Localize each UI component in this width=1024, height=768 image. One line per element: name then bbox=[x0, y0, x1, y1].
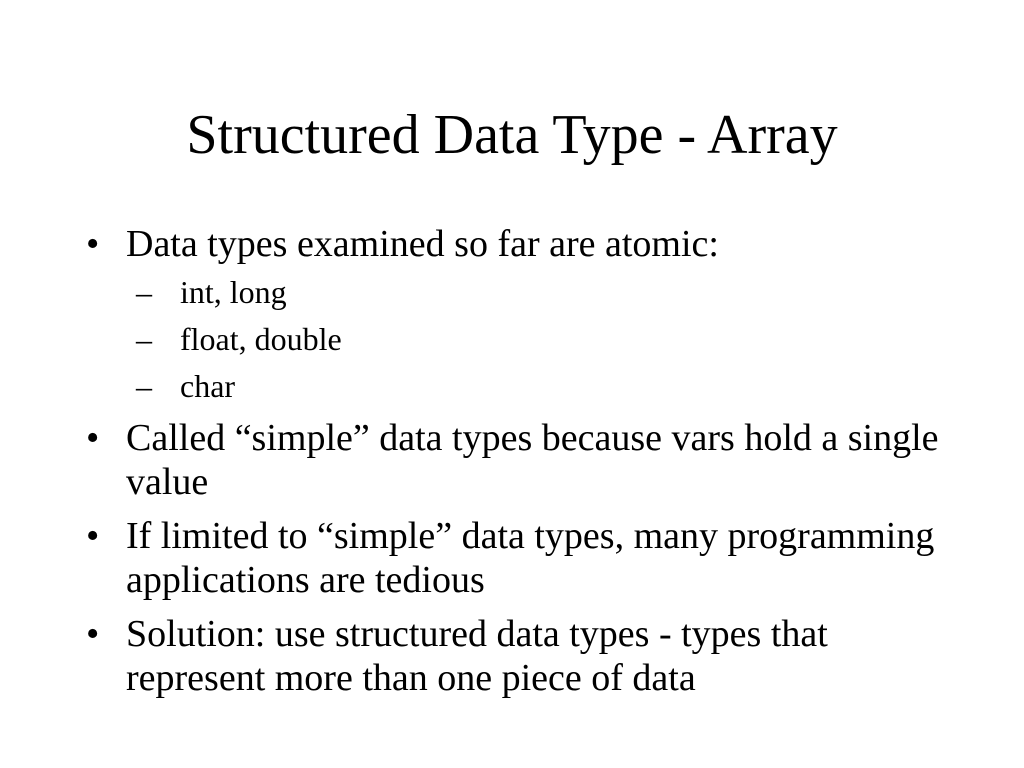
sub-bullet-text: int, long bbox=[180, 274, 287, 310]
sub-bullet-marker: – bbox=[136, 368, 152, 404]
bullet-item bbox=[86, 222, 966, 406]
bullet-list bbox=[86, 222, 966, 710]
bullet-text: Called “simple” data types because vars hold a single value bbox=[126, 417, 939, 503]
bullet-marker: • bbox=[86, 515, 100, 557]
sub-bullet-item bbox=[136, 319, 966, 359]
bullet-text: Solution: use structured data types - types that represent more than one piece of data bbox=[126, 613, 828, 699]
slide-title: Structured Data Type - Array bbox=[186, 104, 838, 166]
bullet-marker: • bbox=[86, 223, 100, 265]
bullet-item bbox=[86, 612, 966, 700]
sub-bullet-marker: – bbox=[136, 274, 152, 310]
bullet-item bbox=[86, 514, 966, 602]
sub-bullet-text: char bbox=[180, 368, 236, 404]
bullet-text: If limited to “simple” data types, many programming applications are tedious bbox=[126, 515, 935, 601]
sub-bullet-item bbox=[136, 366, 966, 406]
bullet-marker: • bbox=[86, 417, 100, 459]
bullet-item bbox=[86, 416, 966, 504]
bullet-text: Data types examined so far are atomic: bbox=[126, 223, 719, 265]
sub-bullet-text: float, double bbox=[180, 321, 342, 357]
sub-bullet-list bbox=[126, 272, 966, 406]
bullet-marker: • bbox=[86, 613, 100, 655]
sub-bullet-item bbox=[136, 272, 966, 312]
sub-bullet-marker: – bbox=[136, 321, 152, 357]
